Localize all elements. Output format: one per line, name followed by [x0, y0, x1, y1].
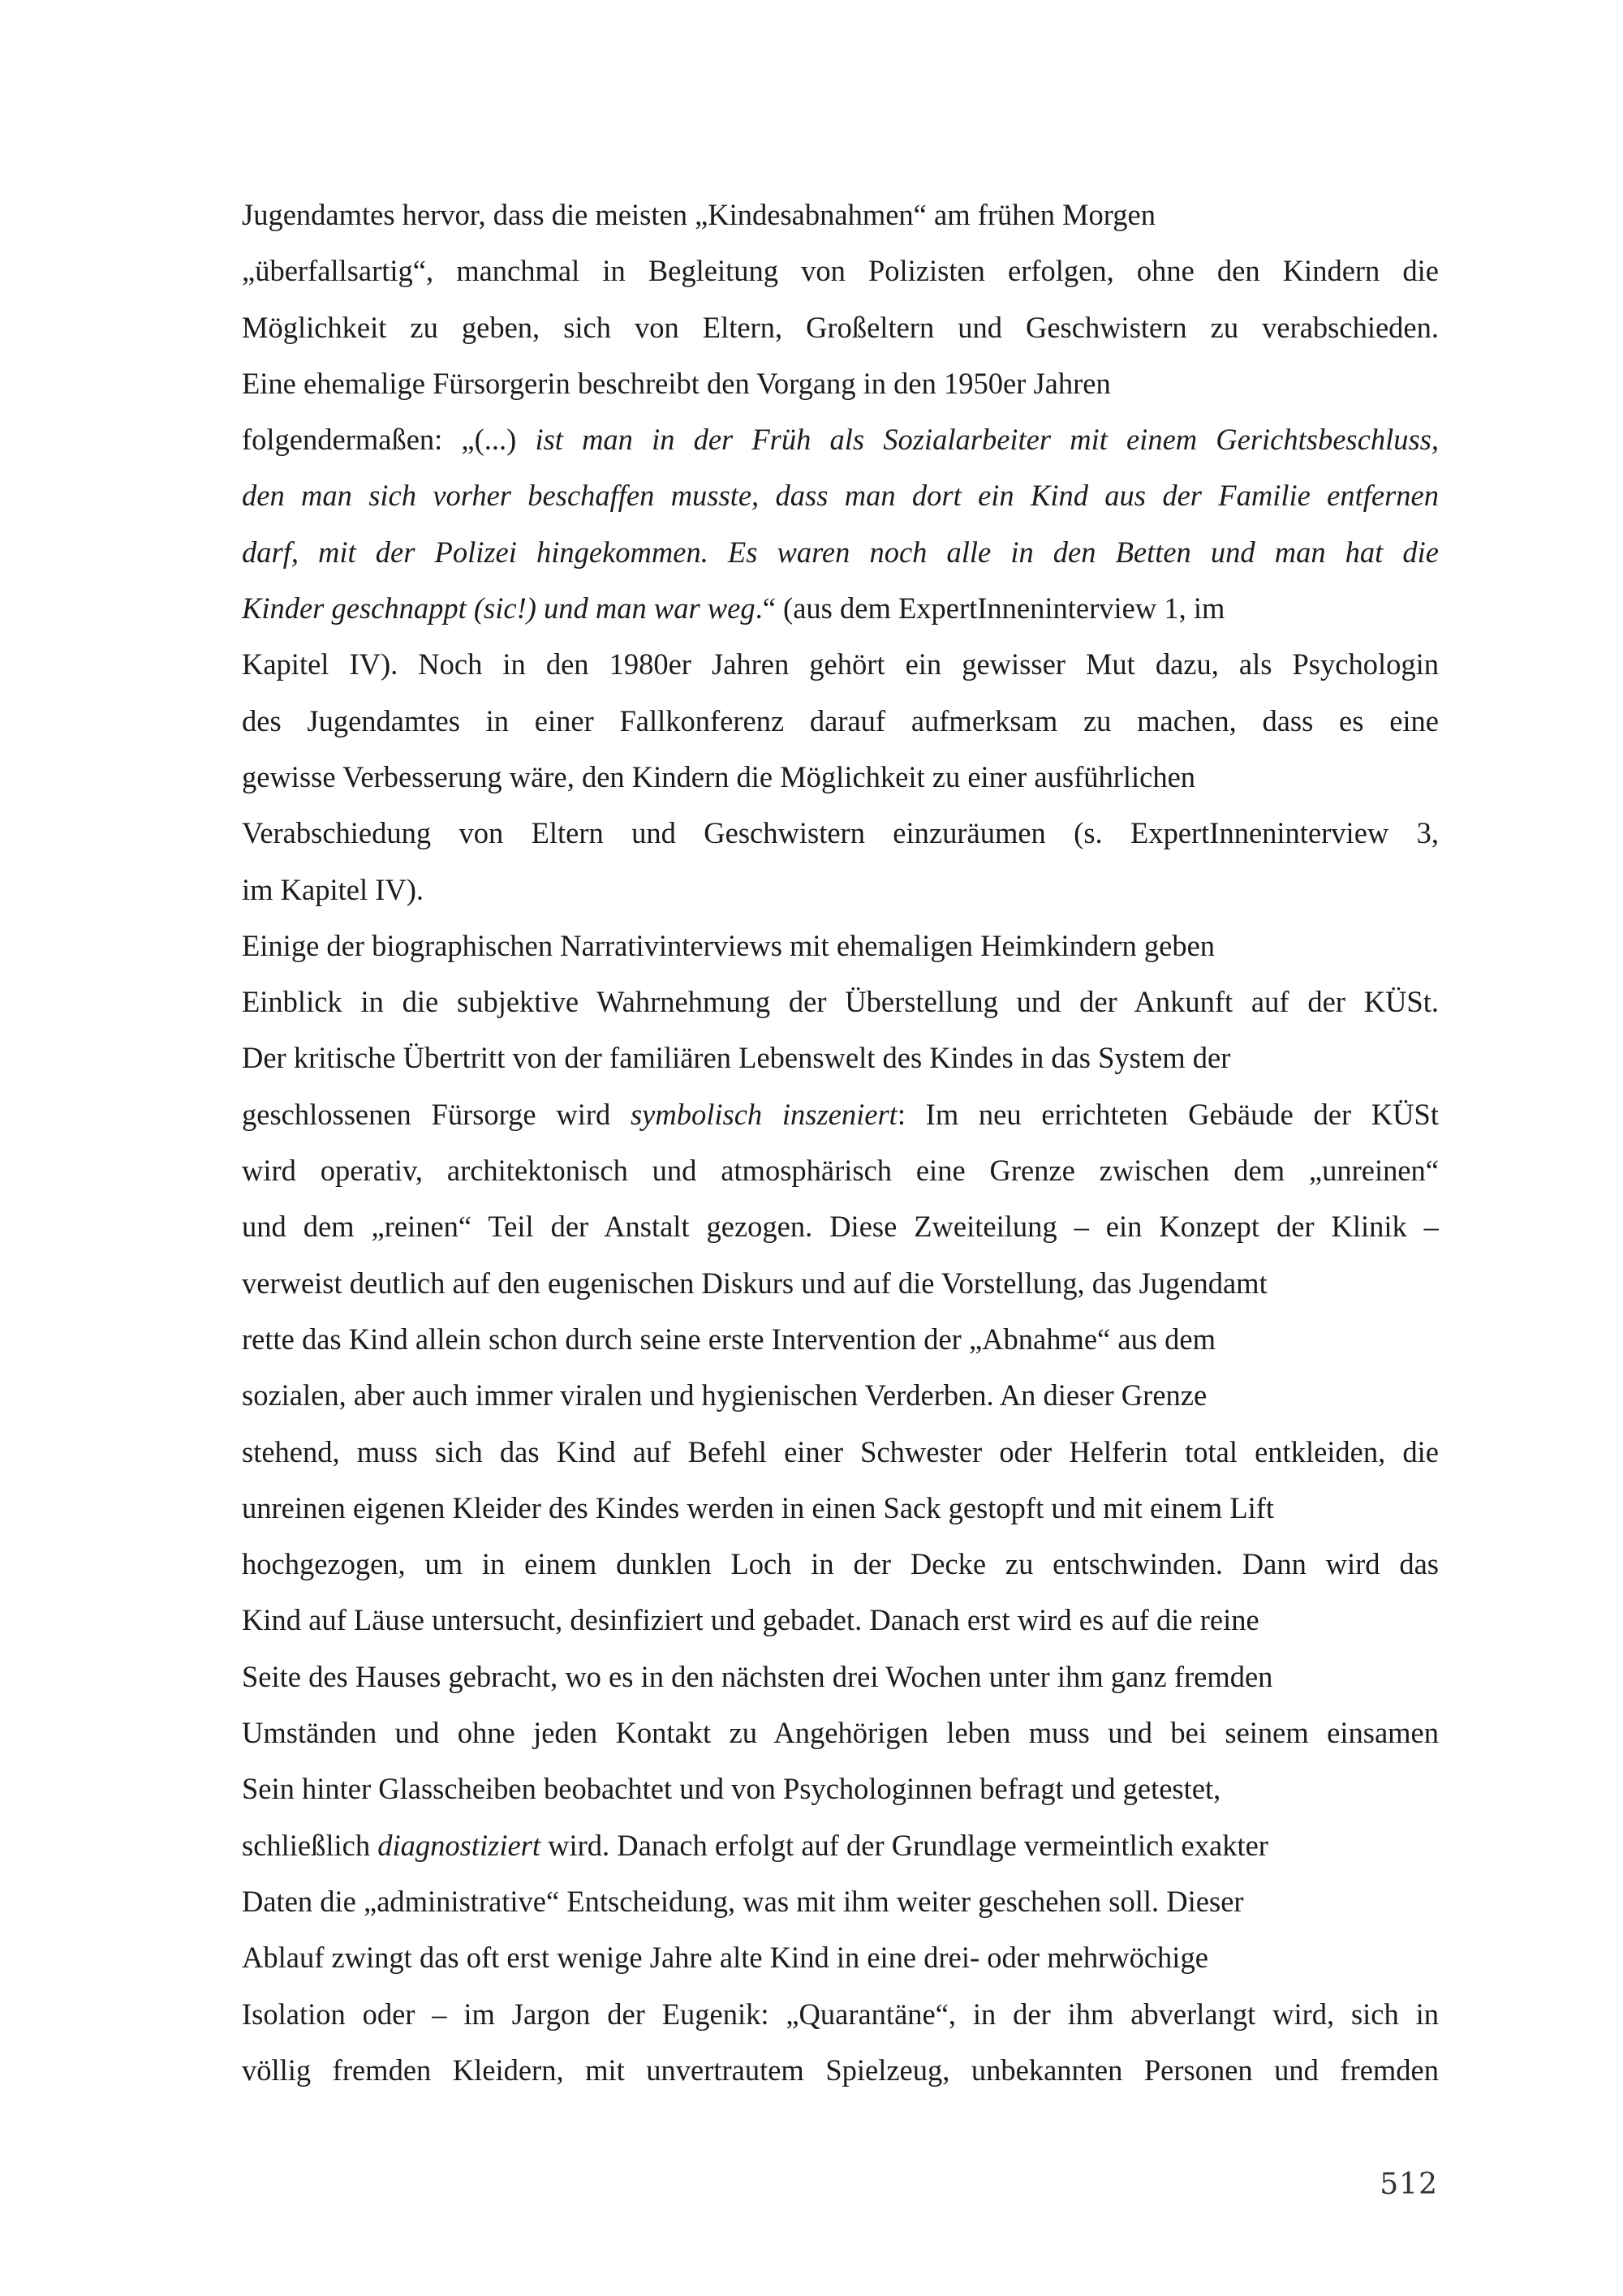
text-span: rette das Kind allein schon durch seine erste Intervention der „Abnahme“ aus dem	[242, 1322, 1216, 1356]
text-span: folgendermaßen: „(...)	[242, 423, 536, 457]
text-span: Ablauf zwingt das oft erst wenige Jahre alte Kind in eine drei- oder mehrwöchige	[242, 1941, 1208, 1975]
text-span: unreinen eigenen Kleider des Kindes werden in einen Sack gestopft und mit einem Lift	[242, 1490, 1275, 1524]
text-line	[242, 2042, 1439, 2098]
text-span: gewisse Verbesserung wäre, den Kindern die Möglichkeit zu einer ausführlichen	[242, 759, 1196, 793]
text-span: : Im neu errichteten Gebäude der KÜSt	[897, 1097, 1439, 1131]
text-line	[242, 1086, 1439, 1142]
text-span: verweist deutlich auf den eugenischen Diskurs und auf die Vorstellung, das Jugendamt	[242, 1266, 1268, 1300]
text-line	[242, 1649, 1439, 1705]
text-line	[242, 1255, 1439, 1311]
text-span: Daten die „administrative“ Entscheidung, was mit ihm weiter geschehen soll. Dieser	[242, 1884, 1244, 1918]
text-span: Kapitel IV). Noch in den 1980er Jahren gehört ein gewisser Mut dazu, als Psychologin	[242, 647, 1439, 681]
text-line	[242, 411, 1439, 467]
text-span: völlig fremden Kleidern, mit unvertrautem Spielzeug, unbekannten Personen und fremden	[242, 2053, 1439, 2087]
text-line	[242, 749, 1439, 805]
text-span: stehend, muss sich das Kind auf Befehl einer Schwester oder Helferin total entkleiden, die	[242, 1434, 1439, 1468]
text-line	[242, 805, 1439, 861]
text-line	[242, 1929, 1439, 1985]
text-line	[242, 1592, 1439, 1648]
text-span: Isolation oder – im Jargon der Eugenik: „Quarantäne“, in der ihm abverlangt wird, sich in	[242, 1997, 1439, 2031]
text-span: Seite des Hauses gebracht, wo es in den nächsten drei Wochen unter ihm ganz fremden	[242, 1659, 1273, 1693]
text-span: Kind auf Läuse untersucht, desinfiziert und gebadet. Danach erst wird es auf die reine	[242, 1603, 1259, 1637]
italic-text: diagnostiziert	[377, 1828, 541, 1862]
body-text	[242, 187, 1439, 2098]
text-span: hochgezogen, um in einem dunklen Loch in der Decke zu entschwinden. Dann wird das	[242, 1547, 1439, 1581]
text-line	[242, 1030, 1439, 1086]
italic-text: den man sich vorher beschaffen musste, dass man dort ein Kind aus der Familie entfernen	[242, 479, 1439, 513]
text-span: im Kapitel IV).	[242, 872, 424, 906]
text-span: Einblick in die subjektive Wahrnehmung der Überstellung und der Ankunft auf der KÜSt.	[242, 985, 1439, 1019]
text-line	[242, 243, 1439, 299]
text-line	[242, 1705, 1439, 1761]
text-line	[242, 524, 1439, 580]
italic-text: Kinder geschnappt (sic!) und man war weg	[242, 591, 756, 626]
text-span: geschlossenen Fürsorge wird	[242, 1097, 631, 1131]
text-line	[242, 1986, 1439, 2042]
text-line	[242, 580, 1439, 636]
text-line	[242, 1367, 1439, 1423]
text-span: schließlich	[242, 1828, 378, 1862]
text-line	[242, 974, 1439, 1030]
page-number: 512	[1380, 2168, 1438, 2201]
text-line	[242, 1761, 1439, 1817]
text-line	[242, 299, 1439, 355]
text-span: Umständen und ohne jeden Kontakt zu Angehörigen leben muss und bei seinem einsamen	[242, 1716, 1439, 1750]
text-line	[242, 1480, 1439, 1536]
text-span: wird operativ, architektonisch und atmosphärisch eine Grenze zwischen dem „unreinen“	[242, 1154, 1439, 1188]
text-line	[242, 187, 1439, 243]
text-span: und dem „reinen“ Teil der Anstalt gezogen. Diese Zweiteilung – ein Konzept der Klinik –	[242, 1210, 1439, 1244]
text-line	[242, 467, 1439, 523]
text-span: Einige der biographischen Narrativinterviews mit ehemaligen Heimkindern geben	[242, 928, 1216, 962]
text-line	[242, 355, 1439, 411]
text-line	[242, 918, 1439, 974]
text-span: Sein hinter Glasscheiben beobachtet und von Psychologinnen befragt und getestet,	[242, 1772, 1221, 1806]
text-span: sozialen, aber auch immer viralen und hygienischen Verderben. An dieser Grenze	[242, 1378, 1208, 1412]
text-line	[242, 1198, 1439, 1254]
text-line	[242, 1311, 1439, 1367]
text-line	[242, 1817, 1439, 1873]
italic-text: darf, mit der Polizei hingekommen. Es waren noch alle in den Betten und man hat die	[242, 535, 1439, 569]
text-line	[242, 862, 1439, 918]
text-line	[242, 1536, 1439, 1592]
text-line	[242, 636, 1439, 692]
text-span: wird. Danach erfolgt auf der Grundlage vermeintlich exakter	[540, 1828, 1268, 1862]
text-span: Der kritische Übertritt von der familiären Lebenswelt des Kindes in das System der	[242, 1041, 1231, 1075]
text-span: Jugendamtes hervor, dass die meisten „Kindesabnahmen“ am frühen Morgen	[242, 198, 1156, 231]
text-span: Möglichkeit zu geben, sich von Eltern, Großeltern und Geschwistern zu verabschieden.	[242, 310, 1439, 344]
text-line	[242, 1873, 1439, 1929]
text-line	[242, 1142, 1439, 1198]
text-span: Eine ehemalige Fürsorgerin beschreibt den Vorgang in den 1950er Jahren	[242, 366, 1111, 400]
text-span: .“ (aus dem ExpertInneninterview 1, im	[755, 591, 1225, 626]
text-line	[242, 1424, 1439, 1480]
text-span: „überfallsartig“, manchmal in Begleitung von Polizisten erfolgen, ohne den Kindern die	[242, 254, 1439, 288]
text-line	[242, 693, 1439, 749]
italic-text: symbolisch inszeniert	[630, 1097, 898, 1131]
italic-text: ist man in der Früh als Sozialarbeiter mit einem Gerichtsbeschluss,	[535, 423, 1439, 457]
text-span: Verabschiedung von Eltern und Geschwistern einzuräumen (s. ExpertInneninterview 3,	[242, 816, 1439, 850]
text-span: des Jugendamtes in einer Fallkonferenz darauf aufmerksam zu machen, dass es eine	[242, 703, 1439, 737]
